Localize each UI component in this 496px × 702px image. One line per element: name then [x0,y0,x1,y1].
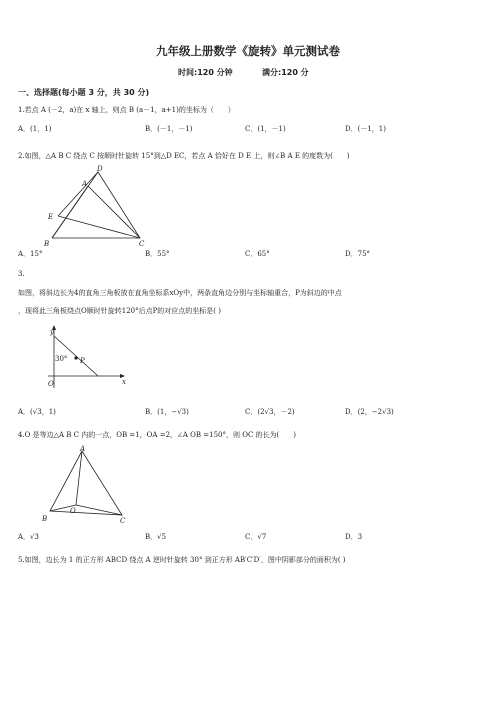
q3-option-b: B．(1，−√3) [145,408,189,416]
q2-label-e: E [48,213,54,221]
q3-label-x: x [122,378,126,386]
q4-label-o: O [70,507,76,515]
q3-figure [40,322,130,398]
section-heading: 一、选择题(每小题 3 分，共 30 分) [18,88,150,97]
time-label: 时间:120 分钟 [178,68,233,77]
q2-label-d: D [97,165,103,173]
q1-option-a: A．(1，1) [18,125,52,133]
q3-label-y: y [50,328,54,336]
q3-option-a: A．(√3，1) [18,408,56,416]
q3-stem-line2: ，现将此三角板绕点O顺时针旋转120°后点P的对应点的坐标是( ) [18,307,221,315]
q4-option-a: A．√3 [18,533,39,541]
q1-option-c: C．(1，－1) [245,125,286,133]
q3-option-c: C．(2√3，－2) [245,408,295,416]
q3-option-d: D．(2，−2√3) [345,408,394,416]
q2-option-d: D．75° [345,250,371,258]
q4-option-c: C．√7 [245,533,267,541]
q3-stem-line1: 如图，将斜边长为4的直角三角板放在直角坐标系xOy中，两条直角边分别与坐标轴重合，P为斜边的中点 [18,289,342,297]
q1-stem: 1.若点 A (－2，a)在 x 轴上，则点 B (a－1，a+1)的坐标为（ ） [18,106,235,114]
q1-option-b: B．(－1，－1) [145,125,193,133]
q4-option-b: B．√5 [145,533,167,541]
score-label: 满分:120 分 [262,68,309,77]
q2-stem: 2.如图，△A B C 绕点 C 按顺时针旋转 15°到△D EC，若点 A 恰好在 D E 上，则∠B A E 的度数为( ) [18,152,350,160]
q2-figure [40,162,160,250]
q4-label-a: A [80,445,86,453]
q2-option-a: A．15° [18,250,43,258]
q2-label-b: B [44,240,50,248]
q4-label-b: B [42,515,48,523]
q3-number: 3. [18,270,25,278]
q3-label-o: O [48,380,54,388]
q2-label-a: A [82,180,88,188]
q2-option-c: C．65° [245,250,270,258]
q3-label-30deg: 30° [55,355,68,363]
q4-option-d: D．3 [345,533,363,541]
q3-point-p [74,356,77,359]
q4-label-c: C [120,517,126,525]
page-title: 九年级上册数学《旋转》单元测试卷 [156,44,340,58]
q4-stem: 4.O 是等边△A B C 内的一点，OB =1，OA =2，∠A OB =150°，则 OC 的长为( ) [18,431,297,439]
q4-figure [40,443,140,529]
q2-label-c: C [139,240,145,248]
q5-stem: 5.如图，边长为 1 的正方形 ABCD 绕点 A 逆时针旋转 30° 到正方形 AB′C′D′，图中阴影部分的面积为( ) [18,556,346,564]
q2-option-b: B．55° [145,250,170,258]
q3-label-p: P [80,357,85,365]
q1-option-d: D．(－1，1) [345,125,386,133]
